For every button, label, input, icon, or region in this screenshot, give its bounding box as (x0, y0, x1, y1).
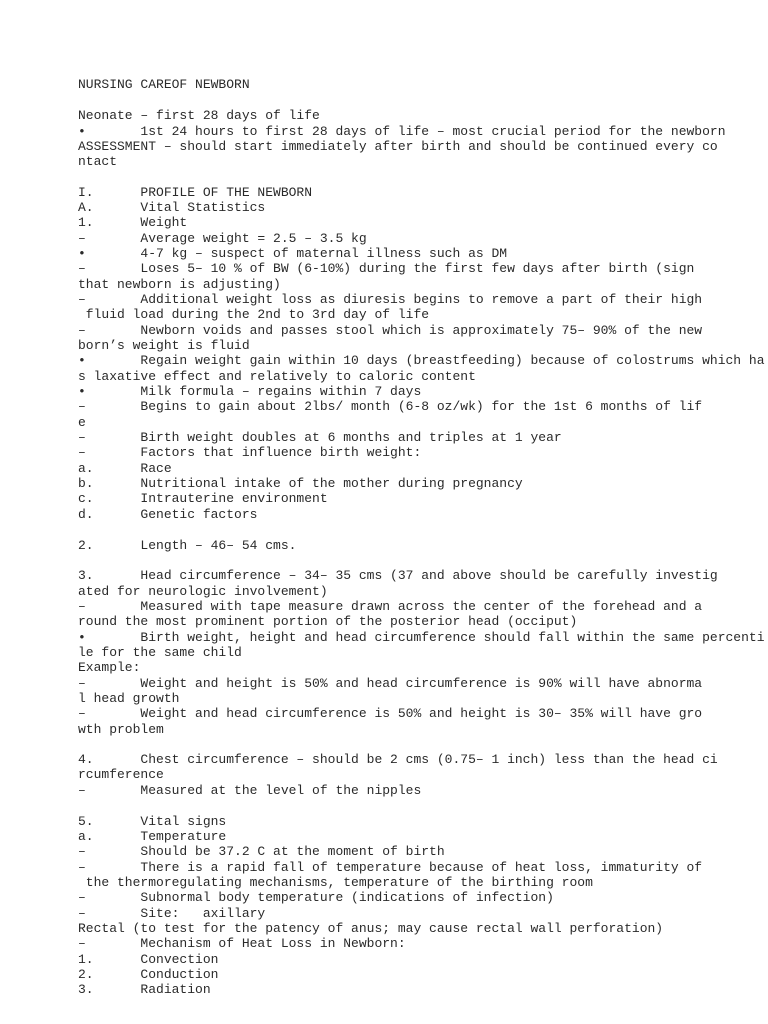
text-line: • 1st 24 hours to first 28 days of life – most crucial period for the newborn (78, 124, 726, 139)
text-line: – Measured with tape measure drawn across the center of the forehead and a (78, 599, 703, 614)
text-line: 2. Length – 46– 54 cms. (78, 538, 297, 553)
text-line: – Subnormal body temperature (indications of infection) (78, 890, 554, 905)
text-line: Neonate – first 28 days of life (78, 108, 320, 123)
text-line: l head growth (78, 691, 180, 706)
text-line: 1. Convection (78, 952, 219, 967)
text-line: a. Race (78, 461, 172, 476)
text-line: – Weight and head circumference is 50% and height is 30– 35% will have gro (78, 706, 703, 721)
text-line: – Factors that influence birth weight: (78, 445, 422, 460)
text-line: – Measured at the level of the nipples (78, 783, 422, 798)
section-heading: I. PROFILE OF THE NEWBORN (78, 185, 313, 200)
text-line: 1. Weight (78, 215, 188, 230)
text-line: c. Intrauterine environment (78, 491, 328, 506)
text-line: – Should be 37.2 C at the moment of birth (78, 844, 445, 859)
text-line: – Birth weight doubles at 6 months and triples at 1 year (78, 430, 562, 445)
text-line: ated for neurologic involvement) (78, 584, 328, 599)
text-line: – Additional weight loss as diuresis begins to remove a part of their high (78, 292, 703, 307)
document-title: NURSING CAREOF NEWBORN (78, 77, 250, 92)
text-line: fluid load during the 2nd to 3rd day of life (78, 307, 430, 322)
text-line: s laxative effect and relatively to caloric content (78, 369, 476, 384)
text-line: – Average weight = 2.5 – 3.5 kg (78, 231, 367, 246)
text-line: • Milk formula – regains within 7 days (78, 384, 422, 399)
text-line: that newborn is adjusting) (78, 277, 281, 292)
text-line: – Site: axillary (78, 906, 266, 921)
text-line: born’s weight is fluid (78, 338, 250, 353)
text-line: – There is a rapid fall of temperature because of heat loss, immaturity of (78, 860, 703, 875)
text-line: e (78, 415, 86, 430)
text-line: rcumference (78, 767, 164, 782)
text-line: – Begins to gain about 2lbs/ month (6-8 oz/wk) for the 1st 6 months of lif (78, 399, 703, 414)
text-line: – Newborn voids and passes stool which is approximately 75– 90% of the new (78, 323, 703, 338)
text-line: b. Nutritional intake of the mother during pregnancy (78, 476, 523, 491)
text-line: 5. Vital signs (78, 814, 227, 829)
text-line: • Regain weight gain within 10 days (breastfeeding) because of colostrums which ha (78, 353, 765, 368)
text-line: round the most prominent portion of the posterior head (occiput) (78, 614, 578, 629)
text-line: – Mechanism of Heat Loss in Newborn: (78, 936, 406, 951)
text-line: le for the same child (78, 645, 242, 660)
text-line: • 4-7 kg – suspect of maternal illness such as DM (78, 246, 508, 261)
text-line: Example: (78, 660, 141, 675)
text-line: 3. Radiation (78, 982, 211, 997)
text-line: ntact (78, 154, 118, 169)
text-line: • Birth weight, height and head circumference should fall within the same percenti (78, 630, 765, 645)
text-line: the thermoregulating mechanisms, temperature of the birthing room (78, 875, 593, 890)
text-line: a. Temperature (78, 829, 227, 844)
text-line: – Loses 5– 10 % of BW (6-10%) during the first few days after birth (sign (78, 261, 695, 276)
text-line: 2. Conduction (78, 967, 219, 982)
text-line: d. Genetic factors (78, 507, 258, 522)
text-line: ASSESSMENT – should start immediately after birth and should be continued every co (78, 139, 718, 154)
text-line: A. Vital Statistics (78, 200, 266, 215)
text-line: – Weight and height is 50% and head circumference is 90% will have abnorma (78, 676, 703, 691)
text-line: 4. Chest circumference – should be 2 cms (0.75– 1 inch) less than the head ci (78, 752, 718, 767)
text-line: wth problem (78, 722, 164, 737)
text-line: 3. Head circumference – 34– 35 cms (37 and above should be carefully investig (78, 568, 718, 583)
text-line: Rectal (to test for the patency of anus; may cause rectal wall perforation) (78, 921, 664, 936)
